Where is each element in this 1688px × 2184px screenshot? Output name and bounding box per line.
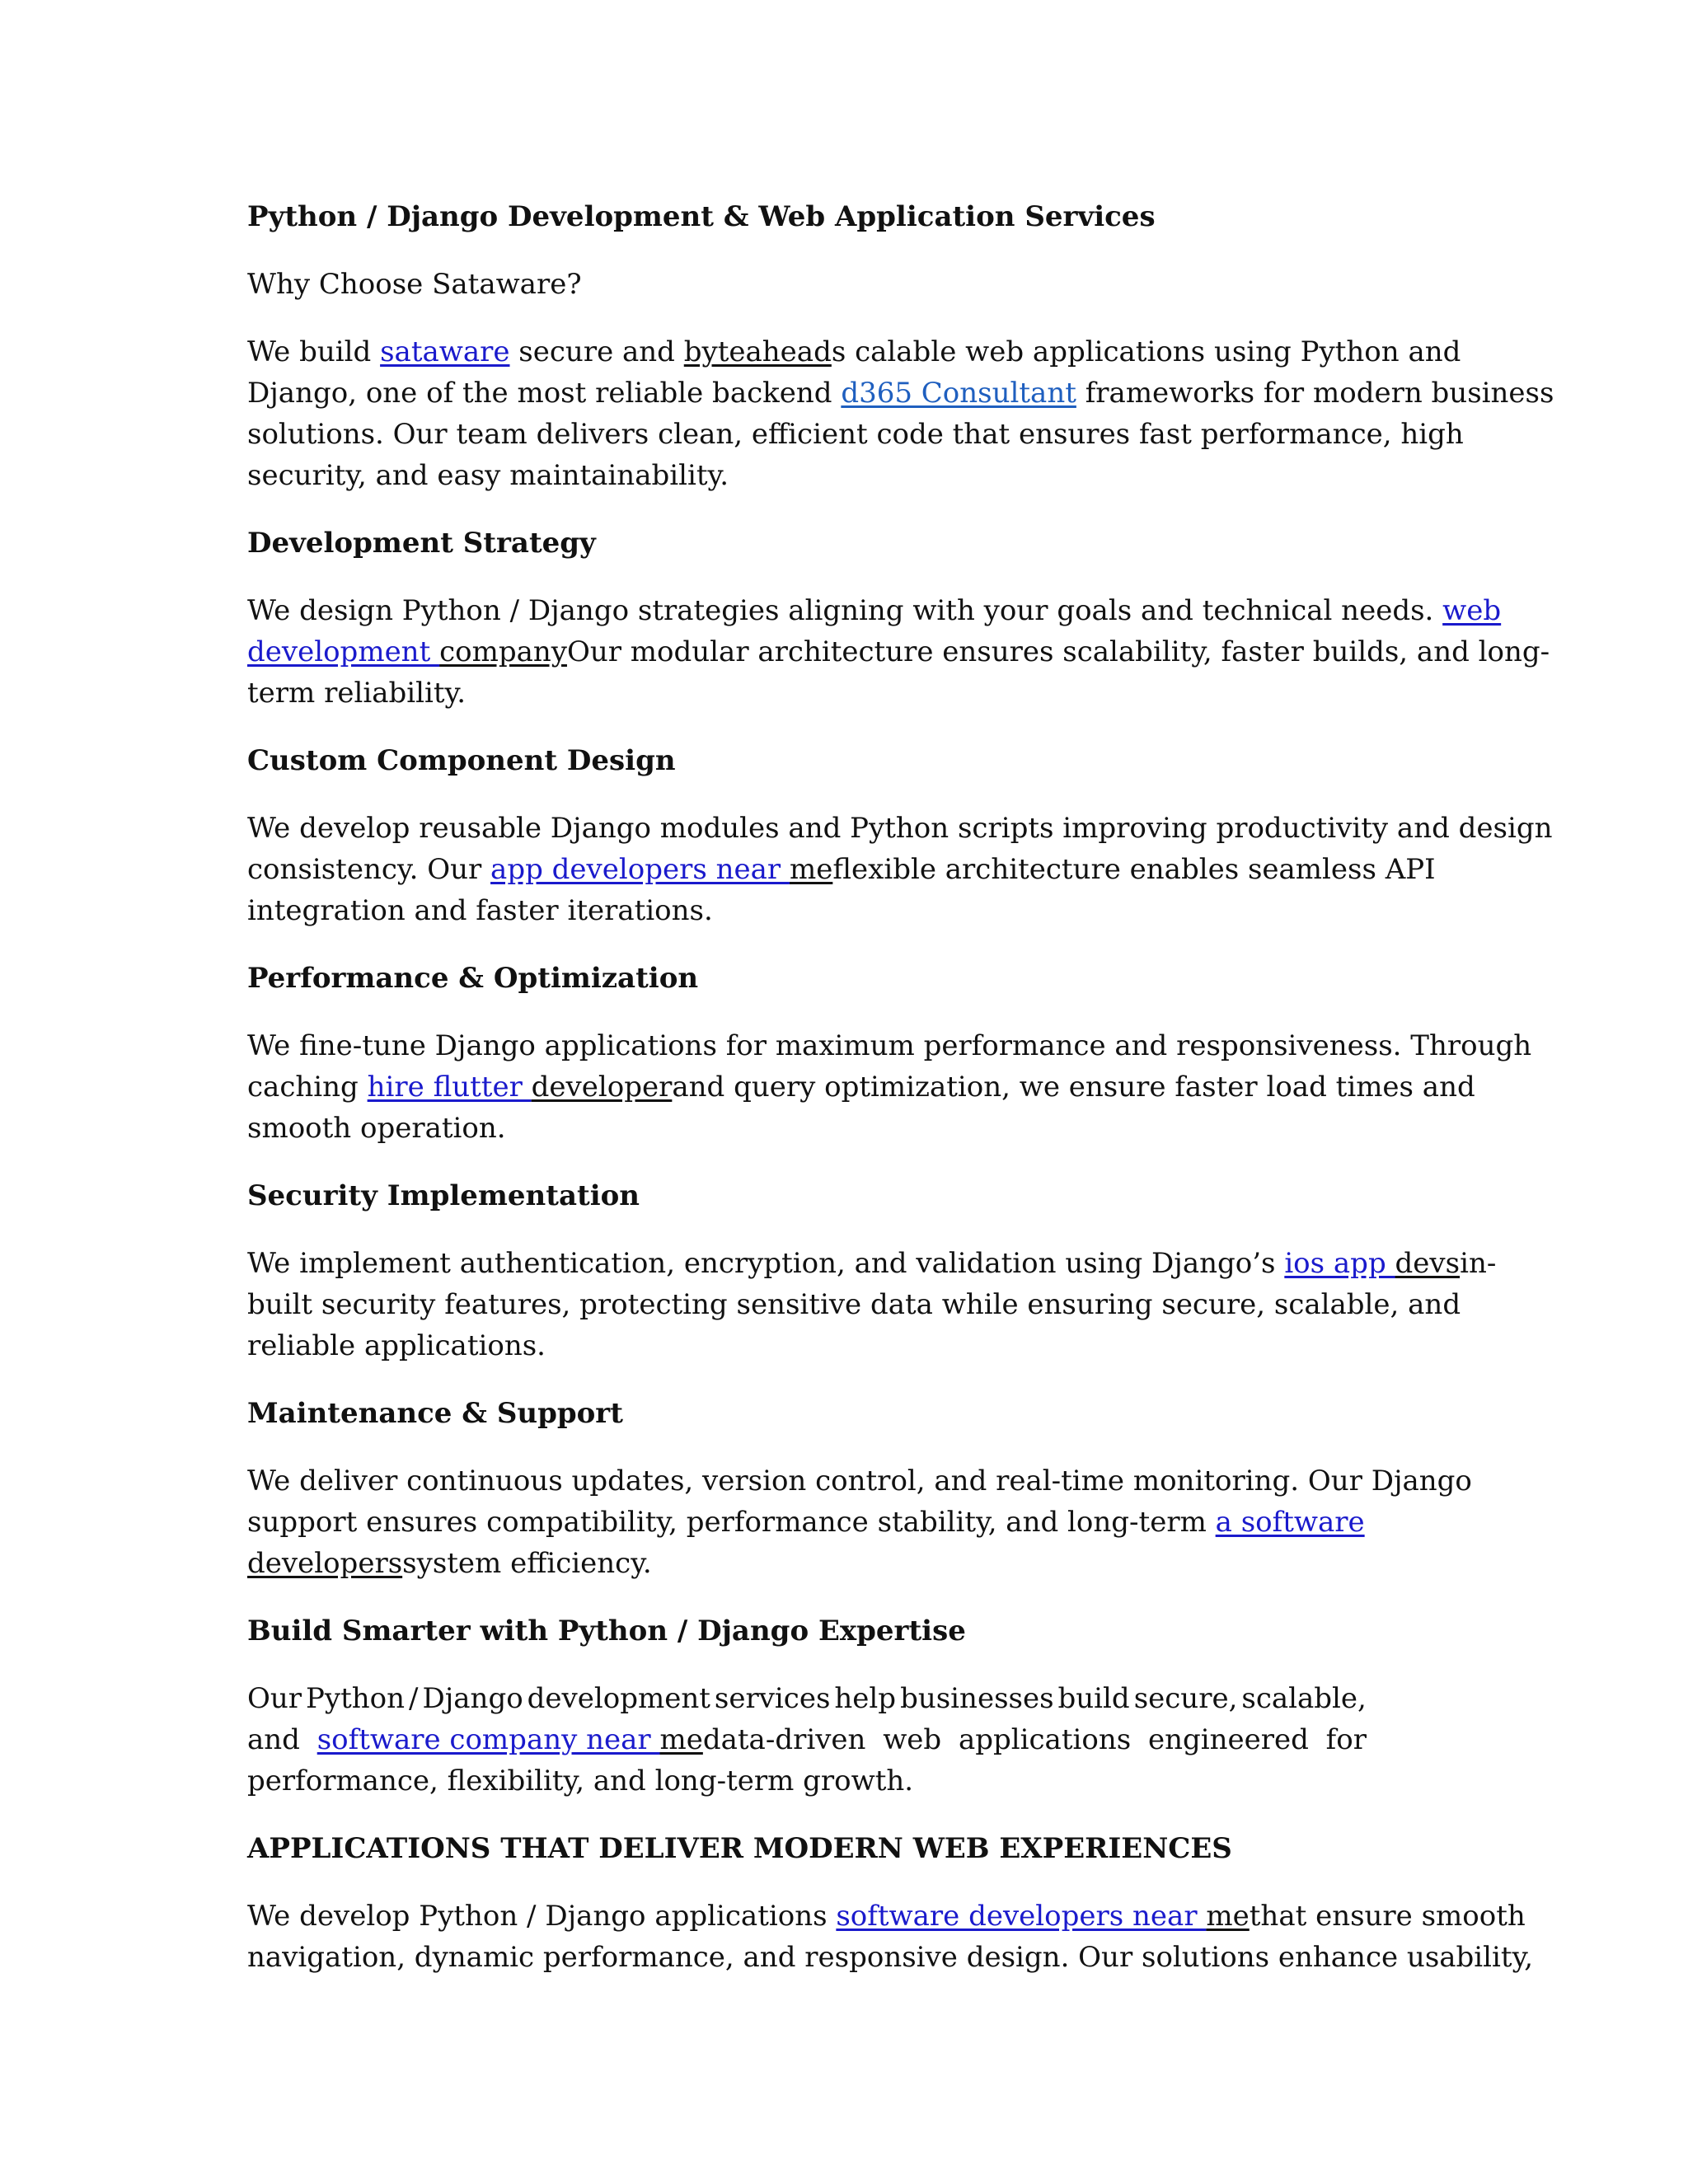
s3-line-3: smooth operation. bbox=[247, 1112, 506, 1145]
s1-line-3: term reliability. bbox=[247, 677, 467, 710]
hire-flutter-developer-link[interactable]: hire flutter bbox=[367, 1071, 532, 1104]
why-heading: Why Choose Sataware? bbox=[247, 268, 582, 301]
s6-line-1 bbox=[247, 1678, 1367, 1719]
applications-paragraph bbox=[247, 1896, 1534, 1978]
page-title: Python / Django Development & Web Application Services bbox=[247, 200, 1156, 233]
s1-text: We design Python / Django strategies aligning with your goals and technical needs. bbox=[247, 594, 1443, 627]
s5-text: support ensures compatibility, performance stability, and long-term bbox=[247, 1506, 1216, 1539]
ios-app-devs-link[interactable]: ios app bbox=[1284, 1247, 1395, 1280]
me-link[interactable]: me bbox=[659, 1723, 703, 1756]
s2-text: consistency. Our bbox=[247, 853, 491, 886]
s7-line-2: navigation, dynamic performance, and responsive design. Our solutions enhance usability, bbox=[247, 1941, 1534, 1974]
intro-paragraph bbox=[247, 331, 1554, 496]
s6-word: services bbox=[714, 1682, 831, 1715]
me-link[interactable]: me bbox=[789, 853, 833, 886]
s6-word: build bbox=[1057, 1682, 1130, 1715]
intro-line-2 bbox=[247, 373, 1554, 414]
s7-text: that ensure smooth bbox=[1249, 1900, 1526, 1933]
s6-line-3: performance, flexibility, and long-term growth. bbox=[247, 1765, 914, 1797]
app-developers-near-me-link[interactable]: app developers near bbox=[490, 853, 790, 886]
s6-word: web bbox=[883, 1723, 942, 1756]
s6-word: secure, bbox=[1133, 1682, 1238, 1715]
intro-text: We build bbox=[247, 335, 381, 368]
s1-line-2 bbox=[247, 631, 1550, 673]
security-paragraph bbox=[247, 1243, 1497, 1366]
s3-text: and query optimization, we ensure faster load times and bbox=[672, 1071, 1475, 1104]
a-software-developers-link[interactable]: a software bbox=[1215, 1506, 1365, 1539]
s2-line-3: integration and faster iterations. bbox=[247, 894, 713, 927]
s4-text: We implement authentication, encryption, and validation using Django’s bbox=[247, 1247, 1285, 1280]
performance-paragraph bbox=[247, 1025, 1532, 1149]
s6-word: scalable, bbox=[1241, 1682, 1367, 1715]
s7-line-1 bbox=[247, 1896, 1526, 1937]
developer-link[interactable]: developer bbox=[531, 1071, 673, 1104]
intro-text: frameworks for modern business bbox=[1076, 377, 1554, 410]
s6-word: Python bbox=[306, 1682, 406, 1715]
s2-text: flexible architecture enables seamless API bbox=[832, 853, 1436, 886]
s6-word: data-driven bbox=[702, 1723, 866, 1756]
developers-link[interactable]: developers bbox=[247, 1547, 403, 1580]
s2-line-2 bbox=[247, 849, 1441, 890]
s6-word: applications bbox=[958, 1723, 1132, 1756]
custom-component-paragraph bbox=[247, 808, 1553, 931]
s5-line-3 bbox=[247, 1543, 1441, 1584]
s6-word: engineered bbox=[1147, 1723, 1309, 1756]
s6-word: businesses bbox=[900, 1682, 1054, 1715]
s4-text: in- bbox=[1460, 1247, 1497, 1280]
software-company-near-me-link[interactable]: software company near bbox=[316, 1723, 660, 1756]
d365-consultant-link[interactable]: d365 Consultant bbox=[841, 377, 1076, 410]
s7-text: We develop Python / Django applications bbox=[247, 1900, 837, 1933]
s3-line-2 bbox=[247, 1066, 1475, 1108]
s5-line-1: We deliver continuous updates, version control, and real-time monitoring. Our Django bbox=[247, 1465, 1472, 1497]
s5-line-2 bbox=[247, 1502, 1441, 1543]
s6-word: Our bbox=[247, 1682, 302, 1715]
s6-word: / bbox=[409, 1682, 419, 1715]
document-page bbox=[247, 196, 1554, 2004]
intro-text: s calable web applications using Python and bbox=[831, 335, 1461, 368]
intro-text: secure and bbox=[509, 335, 684, 368]
s5-text: system efficiency. bbox=[402, 1547, 652, 1580]
s6-word: and bbox=[247, 1723, 300, 1756]
section-heading-build-smarter: Build Smarter with Python / Django Expertise bbox=[247, 1615, 966, 1647]
section-heading-applications: APPLICATIONS THAT DELIVER MODERN WEB EXPERIENCES bbox=[247, 1832, 1232, 1865]
s1-line-1 bbox=[247, 590, 1502, 631]
s6-word: for bbox=[1325, 1723, 1367, 1756]
section-heading-maintenance: Maintenance & Support bbox=[247, 1397, 623, 1430]
intro-line-3: solutions. Our team delivers clean, efficient code that ensures fast performance, high bbox=[247, 418, 1464, 451]
section-heading-custom-component-design: Custom Component Design bbox=[247, 744, 676, 777]
s6-line-2 bbox=[247, 1719, 1367, 1760]
byteahead-link[interactable]: byteahead bbox=[683, 335, 832, 368]
software-developers-near-me-link[interactable]: software developers near bbox=[836, 1900, 1207, 1933]
s3-line-1: We fine-tune Django applications for maximum performance and responsiveness. Through bbox=[247, 1029, 1532, 1062]
maintenance-paragraph bbox=[247, 1460, 1472, 1584]
company-link[interactable]: company bbox=[439, 635, 567, 668]
s4-line-2: built security features, protecting sensitive data while ensuring secure, scalable, and bbox=[247, 1288, 1461, 1321]
sataware-link[interactable]: sataware bbox=[380, 335, 510, 368]
s6-link-group bbox=[317, 1719, 866, 1760]
s4-line-1 bbox=[247, 1243, 1497, 1284]
intro-line-1 bbox=[247, 331, 1461, 373]
build-smarter-paragraph bbox=[247, 1678, 1441, 1802]
s6-word: help bbox=[834, 1682, 897, 1715]
section-heading-development-strategy: Development Strategy bbox=[247, 527, 596, 560]
section-heading-security: Security Implementation bbox=[247, 1179, 640, 1212]
development-strategy-paragraph bbox=[247, 590, 1550, 714]
s1-text: Our modular architecture ensures scalability, faster builds, and long- bbox=[566, 635, 1550, 668]
s3-text: caching bbox=[247, 1071, 368, 1104]
intro-text: Django, one of the most reliable backend bbox=[247, 377, 842, 410]
web-development-link-cont[interactable]: development bbox=[247, 635, 440, 668]
s6-word: Django bbox=[422, 1682, 523, 1715]
me-link[interactable]: me bbox=[1206, 1900, 1250, 1933]
s6-word: development bbox=[527, 1682, 710, 1715]
intro-line-4: security, and easy maintainability. bbox=[247, 459, 729, 492]
devs-link[interactable]: devs bbox=[1395, 1247, 1461, 1280]
s2-line-1: We develop reusable Django modules and Python scripts improving productivity and design bbox=[247, 812, 1553, 845]
web-development-link[interactable]: web bbox=[1442, 594, 1502, 627]
s4-line-3: reliable applications. bbox=[247, 1329, 546, 1362]
section-heading-performance: Performance & Optimization bbox=[247, 962, 699, 995]
